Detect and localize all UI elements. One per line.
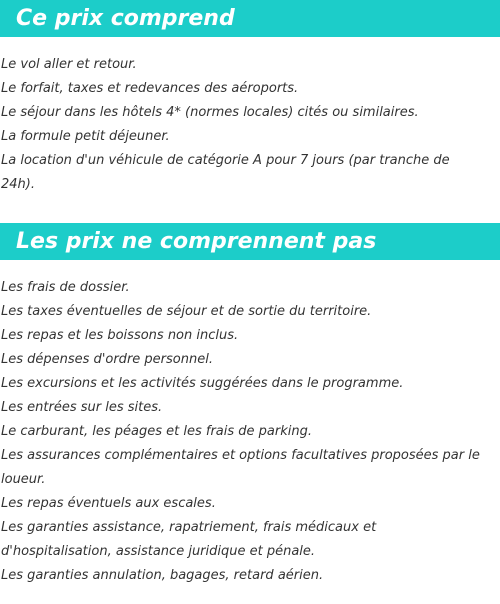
excluded-item-stay-taxes: Les taxes éventuelles de séjour et de sortie du territoire. — [1, 304, 372, 319]
excluded-item-file-fees: Les frais de dossier. — [1, 280, 130, 295]
excluded-item-extra-insurance: Les assurances complémentaires et options facultatives proposées par le loueur. — [1, 448, 480, 487]
included-item-breakfast: La formule petit déjeuner. — [1, 129, 170, 144]
included-item-car-rental: La location d'un véhicule de catégorie A pour 7 jours (par tranche de 24h). — [1, 153, 450, 192]
excluded-item-fuel-tolls-parking: Le carburant, les péages et les frais de parking. — [1, 424, 312, 439]
included-item-airport-taxes: Le forfait, taxes et redevances des aéroports. — [1, 81, 299, 96]
included-item-hotels: Le séjour dans les hôtels 4* (normes locales) cités ou similaires. — [1, 105, 419, 120]
excluded-item-stopover-meals: Les repas éventuels aux escales. — [1, 496, 216, 511]
excluded-item-site-entries: Les entrées sur les sites. — [1, 400, 163, 415]
excluded-item-cancellation-guarantees: Les garanties annulation, bagages, retard aérien. — [1, 568, 324, 583]
included-items-list — [0, 53, 500, 197]
excluded-item-meals-drinks: Les repas et les boissons non inclus. — [1, 328, 239, 343]
excluded-section-title: Les prix ne comprennent pas — [0, 223, 500, 260]
excluded-item-personal-expenses: Les dépenses d'ordre personnel. — [1, 352, 213, 367]
excluded-item-excursions: Les excursions et les activités suggérées dans le programme. — [1, 376, 404, 391]
included-section-title: Ce prix comprend — [0, 0, 500, 37]
excluded-items-list — [0, 276, 500, 588]
included-item-flight: Le vol aller et retour. — [1, 57, 137, 72]
excluded-item-assistance-guarantees: Les garanties assistance, rapatriement, frais médicaux et d'hospitalisation, assistance juridique et pénale. — [1, 520, 377, 559]
